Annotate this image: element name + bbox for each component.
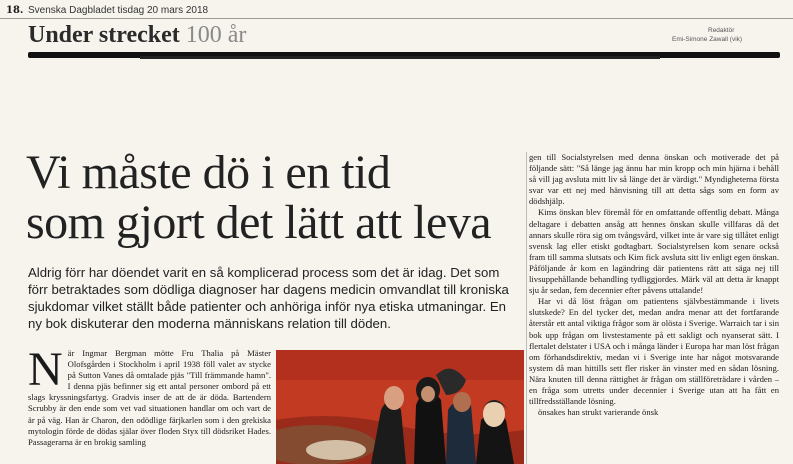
body-column-right — [529, 152, 779, 464]
article-ingress: Aldrig förr har döendet varit en så komplicerad process som det är idag. Det som förr betraktades som dödliga diagnoser har dagens medicin omvandlat till kroniska sjukdomar vilket ställt både patienter och anhöriga inför nya etiska utmaningar. En ny bok diskuterar den moderna människans relation till döden. — [28, 265, 509, 331]
editor-name: Emi-Simone Zawall (vik) — [672, 36, 743, 43]
painting-image — [276, 350, 524, 464]
newspaper-dateline: Svenska Dagbladet tisdag 20 mars 2018 — [28, 5, 209, 16]
section-name: Under strecket — [28, 22, 180, 48]
section-subtitle: 100 år — [185, 22, 247, 48]
headline-line-2: som gjort det lätt att leva — [26, 196, 492, 249]
column-divider — [526, 152, 527, 464]
paragraph: gen till Socialstyrelsen med denna önskan och motiverade det på följande sätt: "Så länge jag ännu har min kropp och min hjärna i behåll så vill jag avsluta mitt liv så länge det är värdigt." Myndigheterna första svar var ett nej med hänvisning till att detta sågs som en form av dödshjälp. — [529, 152, 779, 207]
header-rule — [0, 18, 793, 19]
body-text-left: är Ingmar Bergman mötte Fru Thalia på Mäster Olofsgården i Stockholm i april 1938 föll valet av stycke på Sutton Vanes då omtalade pjäs "Till främmande hamn". I denna pjäs befinner sig ett antal personer ombord på ett slags kryssningsfartyg. Gradvis inser de att de är döda. Bartendern Scrubby är den ende som vet vad situationen handlar om och vart de är på väg. Han är Charon, den odödlige färjkarlen som i den grekiska mytologin förde de dödas själar över floden Styx till dödsriket Hades. Passagerarna är en brokig samling — [28, 348, 271, 447]
page-number: 18. — [6, 5, 24, 16]
headline-line-1: Vi måste dö i en tid — [26, 146, 391, 199]
article-headline — [26, 148, 526, 248]
paragraph: Kims önskan blev föremål för en omfattande offentlig debatt. Många deltagare i debatten ansåg att hennes önskan skulle villfaras då det annars skulle röra sig om tvångsvård, vilket inte är vare sig tillåtet enligt svensk lag eller etiskt godtagbart. Socialstyrelsen kom senare också fram till samma slutsats och Kim fick avsluta sitt liv enligt egen önskan. Påföljande år kom en lagändring där patientens rätt att säga nej till livsuppehållande behandling tydliggjordes. Märk väl att detta är knappt sju år sedan, fem decennier efter påvens uttalande! — [529, 207, 779, 296]
section-title — [28, 22, 246, 49]
editor-label: Redaktör — [708, 27, 735, 34]
body-column-left — [28, 348, 271, 464]
drop-cap: N — [28, 348, 63, 396]
brush-stroke-rule-accent — [140, 56, 660, 59]
paragraph: önsakes han strukt varierande önsk — [538, 407, 659, 418]
paragraph: Har vi då löst frågan om patientens självbestämmande i livets slutskede? En del tycker det, medan andra menar att det fortfarande återstår ett antal viktiga frågor som är olösta i Sverige. Warraich tar i sin bok upp frågan om livstestamente på ett sakligt och nyanserat sätt. I flertalet delstater i USA och i många länder i Europa har man löst frågan om förhandsdirektiv, medan vi i Sverige inte har något motsvarande system då man hittills sett fler risker än vinster med en sådan lösning. Nära knuten till denna rättighet är frågan om ställföreträdare i vården – en fråga som utretts under decennier i Sverige utan att ha fått en tillfredsställande lösning. — [529, 296, 779, 407]
article-illustration-painting — [276, 350, 524, 464]
